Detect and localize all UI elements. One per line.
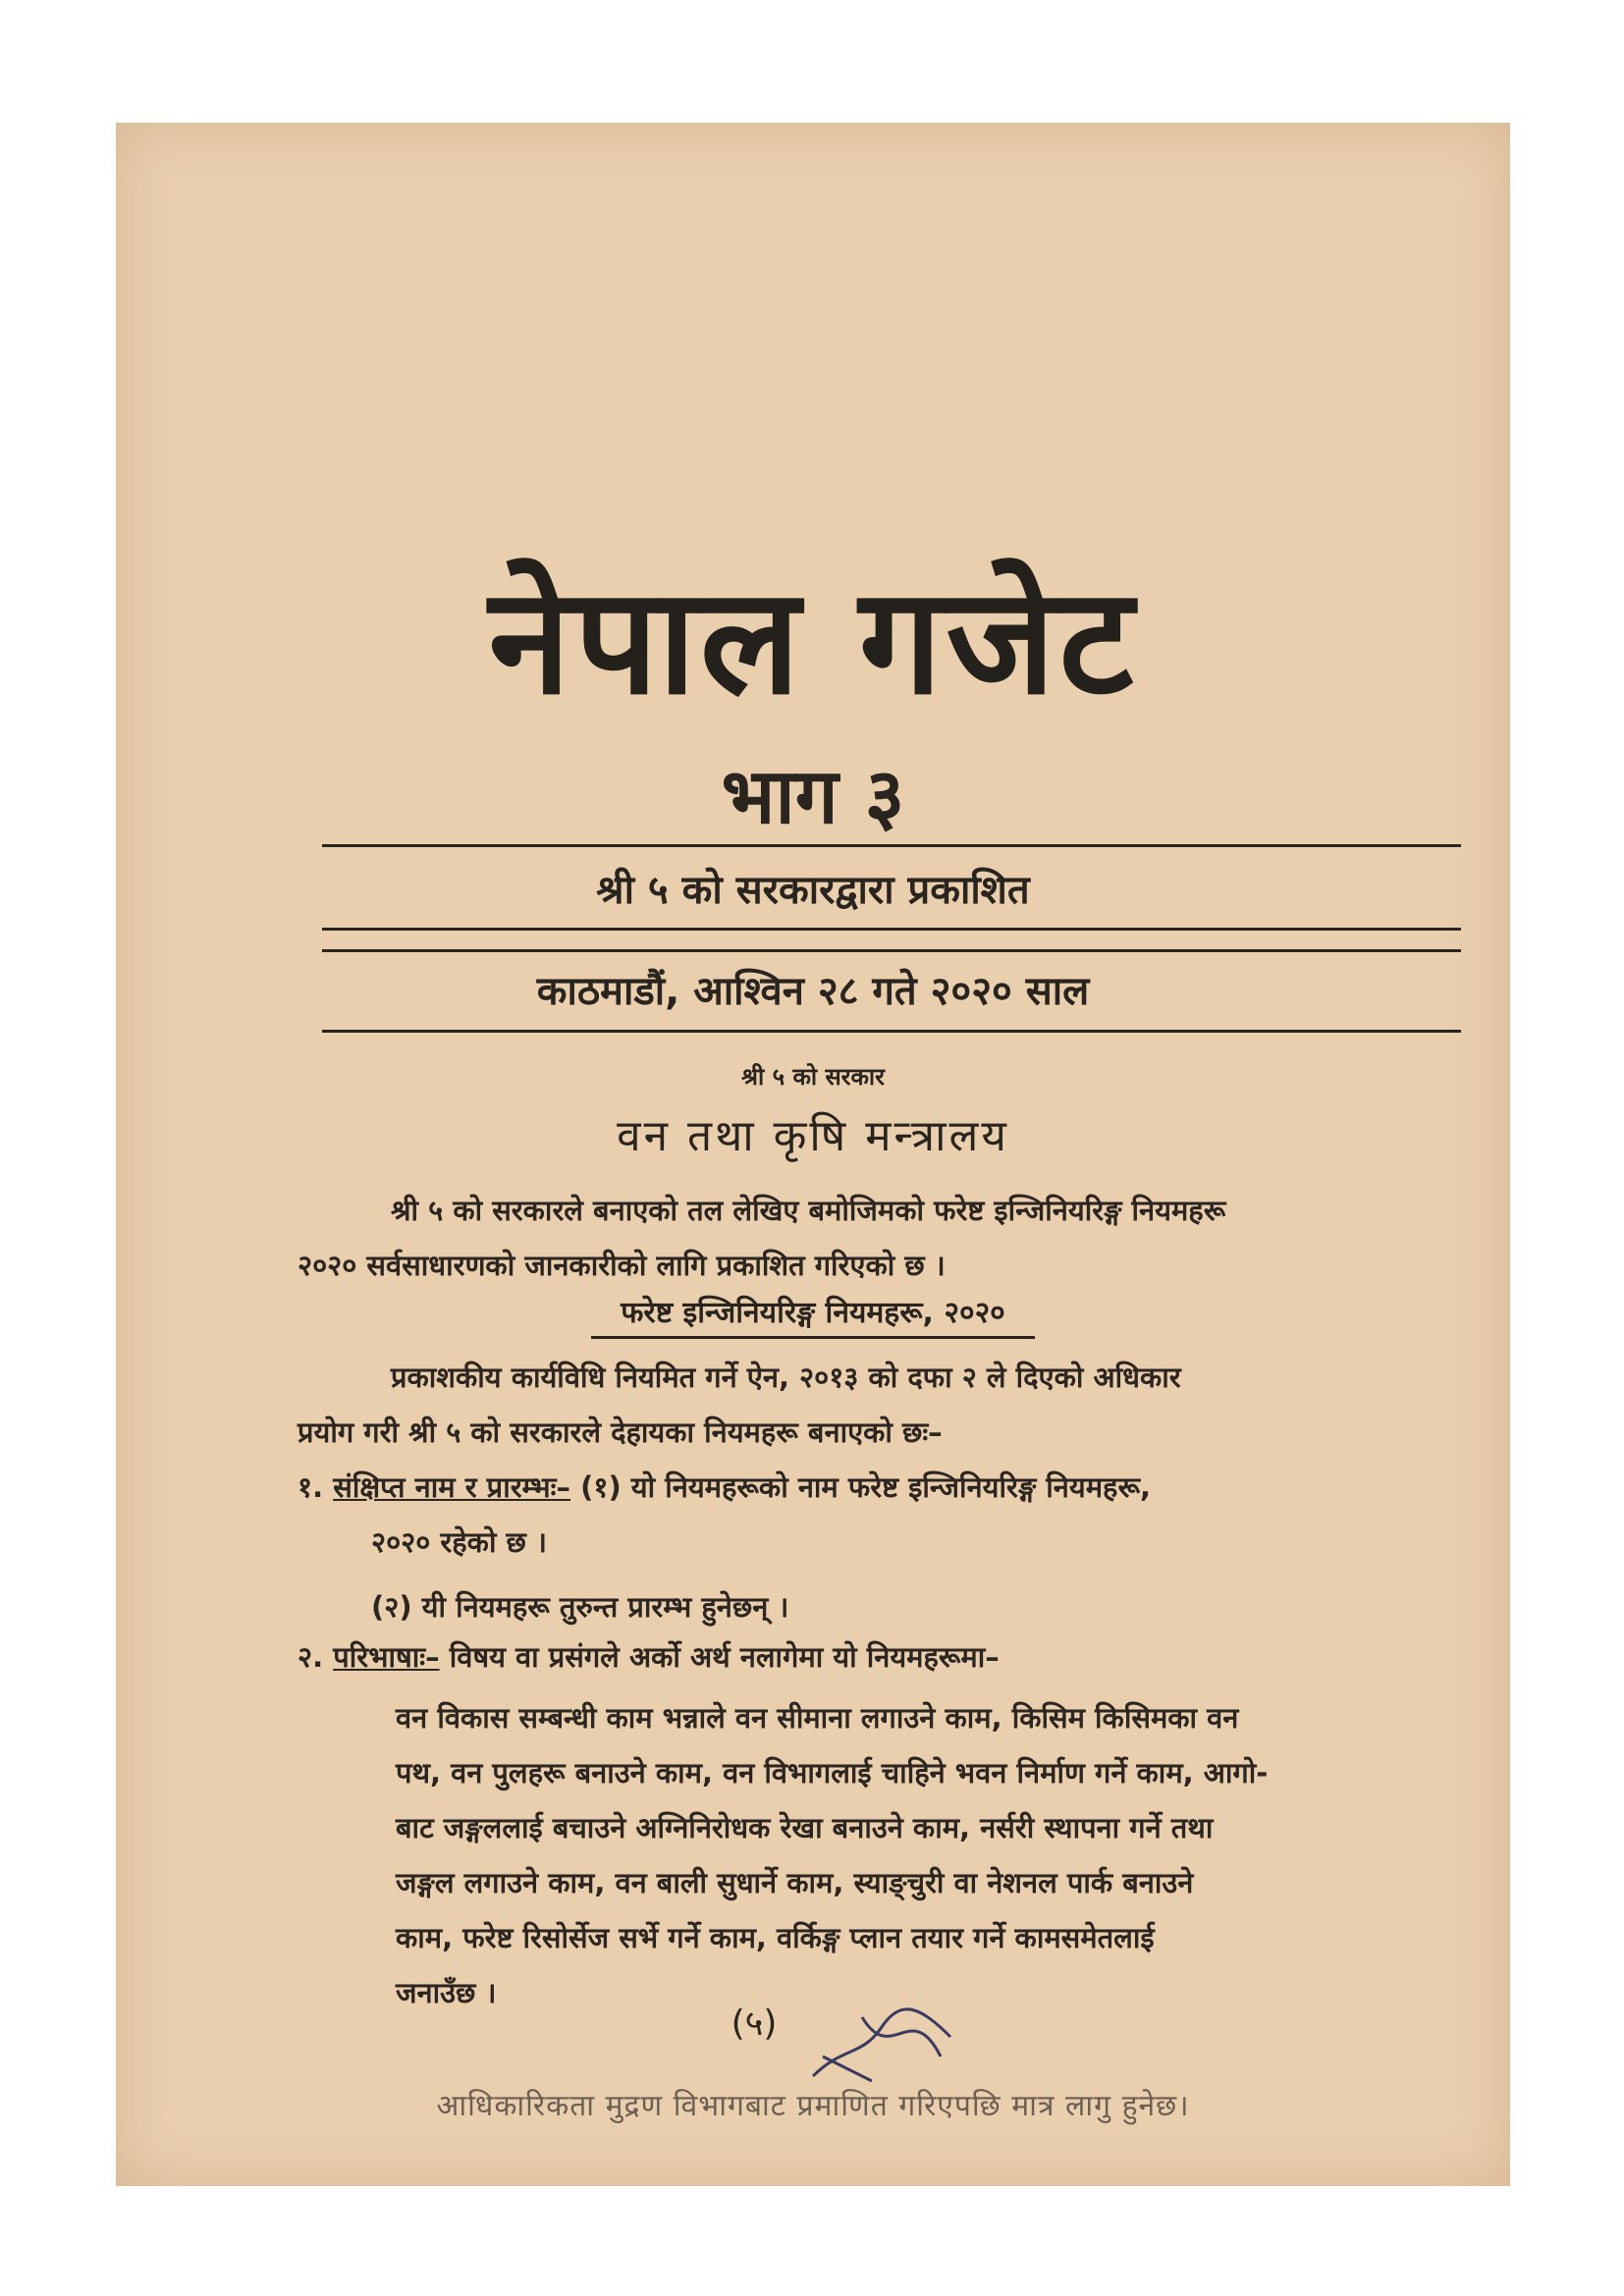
definition-paragraph <box>396 1690 1456 2020</box>
definition-line: जङ्गल लगाउने काम, वन बाली सुधार्ने काम, स्याङ्चुरी वा नेशनल पार्क बनाउने <box>396 1866 1194 1899</box>
definition-line: काम, फरेष्ट रिसोर्सेज सर्भे गर्ने काम, वर्किङ्ग प्लान तयार गर्ने कामसमेतलाई <box>396 1921 1155 1954</box>
government-heading: श्री ५ को सरकार <box>741 1063 885 1091</box>
divider <box>322 928 1461 931</box>
footer-note: आधिकारिकता मुद्रण विभागबाट प्रमाणित गरिएपछि मात्र लागु हुनेछ। <box>436 2089 1190 2123</box>
intro-line: २०२० सर्वसाधारणको जानकारीको लागि प्रकाशित गरिएको छ । <box>298 1249 946 1282</box>
published-by: श्री ५ को सरकारद्वारा प्रकाशित <box>596 868 1030 913</box>
rule-subclause: (२) यी नियमहरू तुरुन्त प्रारम्भ हुनेछन् । <box>371 1590 789 1624</box>
divider <box>322 1030 1461 1033</box>
handwritten-signature <box>803 1988 970 2096</box>
gazette-part: भाग ३ <box>721 752 905 841</box>
definition-line: जनाउँछ । <box>396 1976 497 2009</box>
rule-text: २०२० रहेको छ । <box>371 1525 547 1559</box>
divider <box>322 949 1461 952</box>
rule-2 <box>298 1629 1476 1684</box>
preamble-paragraph <box>298 1350 1436 1460</box>
rule-text: विषय वा प्रसंगले अर्को अर्थ नलागेमा यो नियमहरूमा– <box>449 1640 1000 1674</box>
rule-heading: परिभाषाः– <box>333 1640 440 1674</box>
rule-number: १. <box>298 1470 324 1504</box>
definition-line: पथ, वन पुलहरू बनाउने काम, वन विभागलाई चाहिने भवन निर्माण गर्ने काम, आगो- <box>396 1756 1269 1789</box>
date-line: काठमाडौं, आश्विन २८ गते २०२० साल <box>536 969 1090 1014</box>
preamble-line: प्रयोग गरी श्री ५ को सरकारले देहायका नियमहरू बनाएको छः– <box>298 1415 943 1449</box>
divider <box>322 844 1461 847</box>
definition-line: बाट जङ्गललाई बचाउने अग्निनिरोधक रेखा बनाउने काम, नर्सरी स्थापना गर्ने तथा <box>396 1811 1214 1844</box>
preamble-line: प्रकाशकीय कार्यविधि नियमित गर्ने ऐन, २०१३ को दफा २ ले दिएको अधिकार <box>391 1361 1181 1394</box>
gazette-page <box>116 123 1510 2186</box>
rule-text: (१) यो नियमहरूको नाम फरेष्ट इन्जिनियरिङ्ग नियमहरू, <box>580 1470 1151 1504</box>
rule-1 <box>298 1460 1476 1634</box>
intro-line: श्री ५ को सरकारले बनाएको तल लेखिए बमोजिमको फरेष्ट इन्जिनियरिङ्ग नियमहरू <box>391 1194 1226 1227</box>
gazette-title: नेपाल गजेट <box>488 555 1138 727</box>
definition-line: वन विकास सम्बन्धी काम भन्नाले वन सीमाना लगाउने काम, किसिम किसिमका वन <box>396 1701 1239 1735</box>
rules-title <box>116 1291 1510 1331</box>
rule-heading: संक्षिप्त नाम र प्रारम्भः– <box>333 1470 571 1504</box>
rules-title-text: फरेष्ट इन्जिनियरिङ्ग नियमहरू, २०२० <box>591 1296 1035 1339</box>
ministry-heading: वन तथा कृषि मन्त्रालय <box>617 1111 1009 1161</box>
intro-paragraph <box>298 1183 1436 1293</box>
rule-number: २. <box>298 1640 324 1674</box>
page-number: (५) <box>731 2003 778 2044</box>
